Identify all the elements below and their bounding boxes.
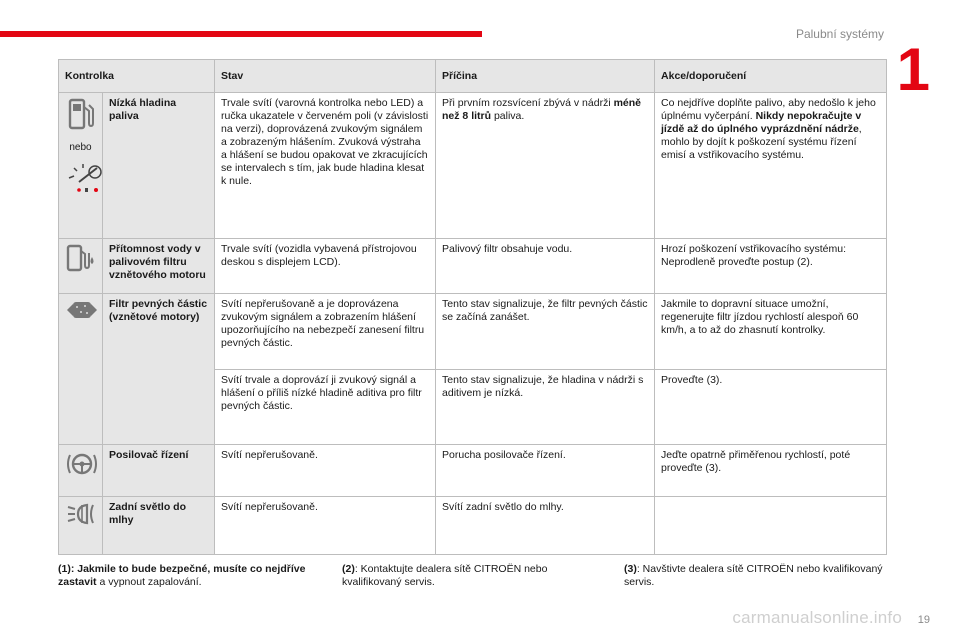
footnote-text: : Navštivte dealera sítě CITROËN nebo kvalifikovaný servis.	[624, 563, 883, 588]
stav-cell: Svítí nepřerušovaně.	[215, 445, 436, 497]
pricina-cell: Porucha posilovače řízení.	[436, 445, 655, 497]
table-header-row	[59, 60, 887, 93]
table-row	[59, 445, 887, 497]
footnote-ref: (1)	[58, 563, 71, 575]
chapter-accent-bar	[0, 31, 482, 37]
stav-cell: Svítí trvale a doprovází ji zvukový signál a hlášení o příliš nízké hladině aditiva pro filtr pevných částic.	[215, 370, 436, 445]
footnote-ref: (2)	[342, 563, 355, 575]
akce-cell: Jakmile to dopravní situace umožní, regenerujte filtr jízdou rychlostí alespoň 60 km/h, a to až do zhasnutí kontrolky.	[655, 294, 887, 370]
fuel-pump-icon	[66, 97, 96, 131]
col-header-kontrolka: Kontrolka	[59, 60, 215, 93]
footnote-1	[58, 563, 318, 589]
pricina-bold: méně než 8 litrů	[442, 97, 642, 122]
col-header-akce: Akce/doporučení	[655, 60, 887, 93]
section-title: Palubní systémy	[795, 27, 884, 41]
footnote-3	[624, 563, 886, 589]
akce-cell: Hrozí poškození vstřikovacího systému: Neprodleně proveďte postup (2).	[655, 239, 887, 294]
akce-text-end: , mohlo by dojít k poškození systému řízení emisí a vstřikovacího systému.	[661, 123, 862, 161]
stav-cell: Trvale svítí (vozidla vybavená přístrojovou deskou s displejem LCD).	[215, 239, 436, 294]
warning-name: Přítomnost vody v palivovém filtru vznětového motoru	[103, 239, 215, 294]
stav-cell: Trvale svítí (varovná kontrolka nebo LED) a ručka ukazatele v červeném poli (v závislosti na verzi), doprovázená zvukovým signálem a zobrazeným hlášením. Zvuková výstraha a hlášení se budou opakovat ve zkracujících se intervalech s tím, jak bude hladina klesat k nule.	[215, 93, 436, 239]
pricina-cell: Palivový filtr obsahuje vodu.	[436, 239, 655, 294]
pricina-cell: Tento stav signalizuje, že hladina v nádrži s aditivem je nízká.	[436, 370, 655, 445]
pricina-text: Při prvním rozsvícení zbývá v nádrži	[442, 97, 614, 109]
col-header-pricina: Příčina	[436, 60, 655, 93]
water-in-fuel-icon	[65, 243, 97, 273]
table-row	[59, 497, 887, 555]
page-number: 19	[917, 614, 930, 626]
chapter-number: 1	[896, 36, 930, 103]
footnote-ref: (3)	[624, 563, 637, 575]
pricina-text-end: paliva.	[491, 110, 525, 122]
footnote-2	[342, 563, 602, 589]
akce-cell	[655, 497, 887, 555]
warning-name: Zadní světlo do mlhy	[103, 497, 215, 555]
steering-wheel-warning-icon	[65, 449, 99, 479]
warning-name: Posilovač řízení	[103, 445, 215, 497]
fuel-gauge-icon	[65, 160, 105, 194]
rear-fog-light-icon	[65, 501, 99, 527]
akce-text: Co nejdříve doplňte palivo, aby nedošlo k jeho úplnému vyčerpání.	[661, 97, 876, 122]
icon-cell	[59, 445, 103, 497]
alternative-label: nebo	[69, 142, 92, 153]
akce-cell	[655, 93, 887, 239]
akce-cell: Proveďte (3).	[655, 370, 887, 445]
col-header-stav: Stav	[215, 60, 436, 93]
watermark: carmanualsonline.info	[732, 608, 902, 627]
table-row	[59, 294, 887, 370]
stav-cell: Svítí nepřerušovaně a je doprovázena zvukovým signálem a zobrazením hlášení upozorňujícího na nebezpečí zanesení filtru pevných částic.	[215, 294, 436, 370]
icon-cell	[59, 294, 103, 445]
icon-cell	[59, 93, 103, 239]
pricina-cell: Tento stav signalizuje, že filtr pevných částic se začíná zanášet.	[436, 294, 655, 370]
akce-bold: Nikdy nepokračujte v jízdě až do úplného vyprázdnění nádrže	[661, 110, 862, 135]
warning-name: Filtr pevných částic (vznětové motory)	[103, 294, 215, 445]
warning-lights-table	[58, 59, 887, 555]
pricina-cell	[436, 93, 655, 239]
warning-name: Nízká hladina paliva	[103, 93, 215, 239]
footnote-text: a vypnout zapalování.	[96, 576, 202, 588]
table-row	[59, 93, 887, 239]
icon-cell	[59, 239, 103, 294]
footnote-bold: : Jakmile to bude bezpečné, musíte co nejdříve zastavit	[58, 563, 306, 588]
particle-filter-icon	[65, 298, 99, 322]
table-row	[59, 239, 887, 294]
stav-cell: Svítí nepřerušovaně.	[215, 497, 436, 555]
pricina-cell: Svítí zadní světlo do mlhy.	[436, 497, 655, 555]
akce-cell: Jeďte opatrně přiměřenou rychlostí, poté proveďte (3).	[655, 445, 887, 497]
footnote-text: : Kontaktujte dealera sítě CITROËN nebo kvalifikovaný servis.	[342, 563, 548, 588]
icon-cell	[59, 497, 103, 555]
